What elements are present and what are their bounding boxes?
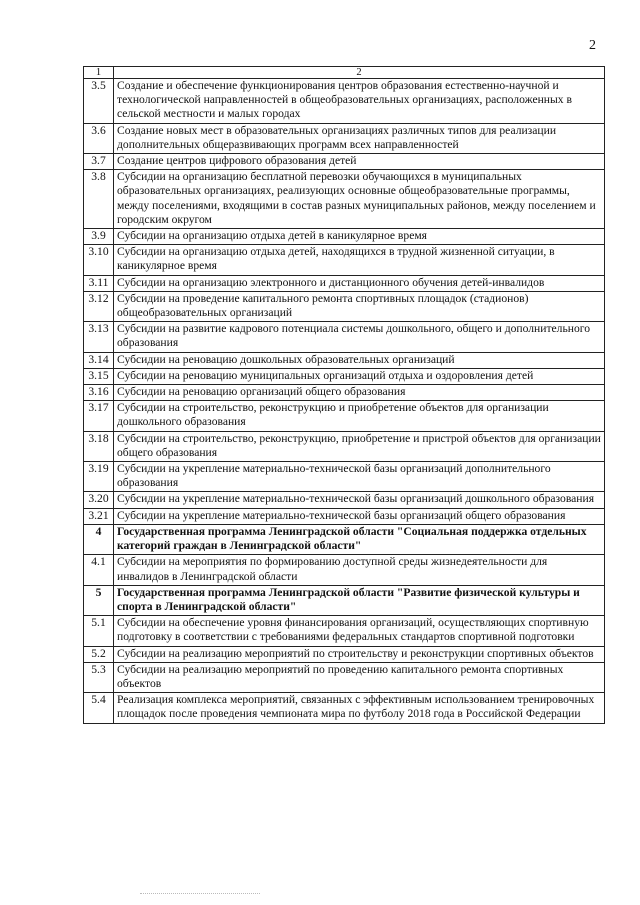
table-row <box>84 662 605 692</box>
row-number: 4.1 <box>84 555 114 585</box>
row-number: 3.14 <box>84 352 114 368</box>
table-row <box>84 229 605 245</box>
row-text: Субсидии на реновацию организаций общего образования <box>114 385 605 401</box>
row-number: 3.18 <box>84 431 114 461</box>
page-number: 2 <box>589 38 596 53</box>
table-row <box>84 322 605 352</box>
row-number: 3.5 <box>84 79 114 124</box>
table-row <box>84 616 605 646</box>
row-text: Субсидии на строительство, реконструкцию и приобретение объектов для организации дошкольного образования <box>114 401 605 431</box>
row-number: 5.1 <box>84 616 114 646</box>
row-text: Субсидии на проведение капитального ремонта спортивных площадок (стадионов) общеобразовательных организаций <box>114 291 605 321</box>
row-text: Субсидии на развитие кадрового потенциала системы дошкольного, общего и дополнительного образования <box>114 322 605 352</box>
row-text: Субсидии на укрепление материально-технической базы организаций дошкольного образования <box>114 492 605 508</box>
row-text: Субсидии на организацию бесплатной перевозки обучающихся в муниципальных образовательных организациях, реализующих основные общеобразовательные программы, между поселениями, входящими в состав разных муниципальных районов, между поселением и городским округом <box>114 170 605 229</box>
table-row <box>84 401 605 431</box>
subsidies-table <box>83 66 605 724</box>
table-row <box>84 555 605 585</box>
table-row <box>84 508 605 524</box>
table-row <box>84 462 605 492</box>
table-row <box>84 170 605 229</box>
row-text: Субсидии на реализацию мероприятий по строительству и реконструкции спортивных объектов <box>114 646 605 662</box>
table-row <box>84 123 605 153</box>
row-number: 5 <box>84 585 114 615</box>
row-number: 3.7 <box>84 154 114 170</box>
row-text: Субсидии на укрепление материально-технической базы организаций дополнительного образования <box>114 462 605 492</box>
table-body <box>84 67 605 724</box>
row-text: Субсидии на реализацию мероприятий по проведению капитального ремонта спортивных объектов <box>114 662 605 692</box>
row-number: 3.16 <box>84 385 114 401</box>
row-text: Реализация комплекса мероприятий, связанных с эффективным использованием тренировочных площадок после проведения чемпионата мира по футболу 2018 года в Российской Федерации <box>114 693 605 723</box>
row-text: Создание и обеспечение функционирования центров образования естественно-научной и технологической направленностей в общеобразовательных организациях, расположенных в сельской местности и малых городах <box>114 79 605 124</box>
row-text: Государственная программа Ленинградской области "Социальная поддержка отдельных категорий граждан в Ленинградской области" <box>114 524 605 554</box>
row-number: 5.4 <box>84 693 114 723</box>
row-number: 3.13 <box>84 322 114 352</box>
row-text: Субсидии на мероприятия по формированию доступной среды жизнедеятельности для инвалидов в Ленинградской области <box>114 555 605 585</box>
table-row <box>84 79 605 124</box>
row-text: Субсидии на организацию отдыха детей, находящихся в трудной жизненной ситуации, в каникулярное время <box>114 245 605 275</box>
section-heading-row <box>84 524 605 554</box>
row-number: 3.6 <box>84 123 114 153</box>
header-col-2: 2 <box>114 67 605 79</box>
row-text: Субсидии на укрепление материально-технической базы организаций общего образования <box>114 508 605 524</box>
row-number: 5.3 <box>84 662 114 692</box>
header-col-1: 1 <box>84 67 114 79</box>
row-number: 4 <box>84 524 114 554</box>
row-number: 3.12 <box>84 291 114 321</box>
table-row <box>84 368 605 384</box>
table-row <box>84 693 605 723</box>
table-row <box>84 275 605 291</box>
scan-artifact-line <box>140 893 260 894</box>
table-row <box>84 245 605 275</box>
row-text: Субсидии на реновацию муниципальных организаций отдыха и оздоровления детей <box>114 368 605 384</box>
row-number: 3.8 <box>84 170 114 229</box>
row-text: Государственная программа Ленинградской области "Развитие физической культуры и спорта в Ленинградской области" <box>114 585 605 615</box>
row-text: Создание центров цифрового образования детей <box>114 154 605 170</box>
row-text: Создание новых мест в образовательных организациях различных типов для реализации дополнительных общеразвивающих программ всех направленностей <box>114 123 605 153</box>
section-heading-row <box>84 585 605 615</box>
row-text: Субсидии на реновацию дошкольных образовательных организаций <box>114 352 605 368</box>
row-text: Субсидии на организацию электронного и дистанционного обучения детей-инвалидов <box>114 275 605 291</box>
table-row <box>84 385 605 401</box>
table-row <box>84 352 605 368</box>
row-number: 3.20 <box>84 492 114 508</box>
table-row <box>84 646 605 662</box>
row-text: Субсидии на организацию отдыха детей в каникулярное время <box>114 229 605 245</box>
table-header-row <box>84 67 605 79</box>
row-number: 3.11 <box>84 275 114 291</box>
table-row <box>84 154 605 170</box>
row-number: 3.10 <box>84 245 114 275</box>
row-text: Субсидии на строительство, реконструкцию, приобретение и пристрой объектов для организации общего образования <box>114 431 605 461</box>
row-number: 5.2 <box>84 646 114 662</box>
row-number: 3.19 <box>84 462 114 492</box>
row-number: 3.17 <box>84 401 114 431</box>
row-text: Субсидии на обеспечение уровня финансирования организаций, осуществляющих спортивную подготовку в соответствии с требованиями федеральных стандартов спортивной подготовки <box>114 616 605 646</box>
table-row <box>84 291 605 321</box>
row-number: 3.9 <box>84 229 114 245</box>
row-number: 3.21 <box>84 508 114 524</box>
table-row <box>84 492 605 508</box>
table-row <box>84 431 605 461</box>
row-number: 3.15 <box>84 368 114 384</box>
